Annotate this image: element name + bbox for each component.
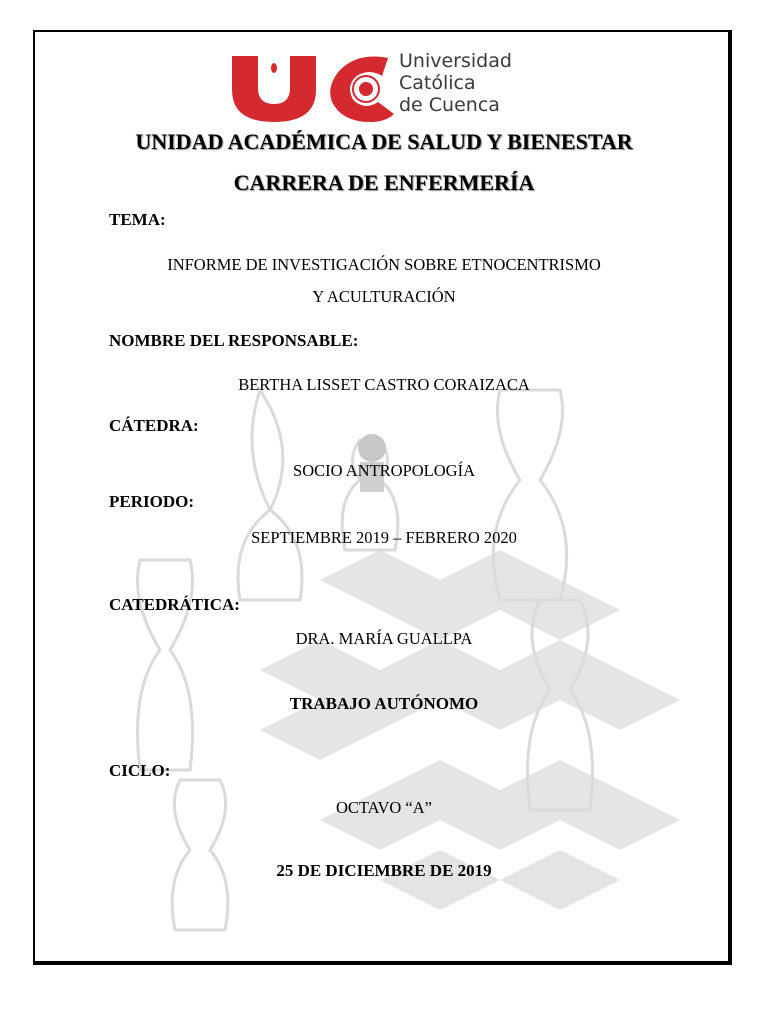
tema-label: TEMA:	[109, 210, 166, 229]
catedra-label: CÁTEDRA:	[109, 416, 199, 435]
catedra-value: SOCIO ANTROPOLOGÍA	[293, 461, 475, 480]
ciclo-value: OCTAVO “A”	[336, 798, 432, 817]
responsable-label: NOMBRE DEL RESPONSABLE:	[109, 331, 359, 350]
responsable-value: BERTHA LISSET CASTRO CORAIZACA	[238, 375, 530, 394]
periodo-value: SEPTIEMBRE 2019 – FEBRERO 2020	[251, 528, 517, 547]
logo-line-3: de Cuenca	[399, 94, 500, 116]
periodo-label: PERIODO:	[109, 492, 194, 511]
trabajo-autonomo: TRABAJO AUTÓNOMO	[289, 694, 479, 713]
date: 25 DE DICIEMBRE DE 2019	[276, 861, 492, 880]
catedratica-label: CATEDRÁTICA:	[109, 595, 240, 614]
academic-unit-title: UNIDAD ACADÉMICA DE SALUD Y BIENESTAR	[135, 129, 633, 154]
logo-line-1: Universidad	[399, 50, 512, 72]
ciclo-label: CICLO:	[109, 761, 171, 780]
catedratica-value: DRA. MARÍA GUALLPA	[295, 629, 473, 648]
logo-line-2: Católica	[399, 72, 476, 94]
chess-background-image	[60, 300, 700, 950]
tema-line-2: Y ACULTURACIÓN	[312, 287, 456, 306]
tema-line-1: INFORME DE INVESTIGACIÓN SOBRE ETNOCENTRISMO	[167, 255, 601, 274]
career-title: CARRERA DE ENFERMERÍA	[233, 170, 535, 195]
university-name	[399, 50, 512, 116]
